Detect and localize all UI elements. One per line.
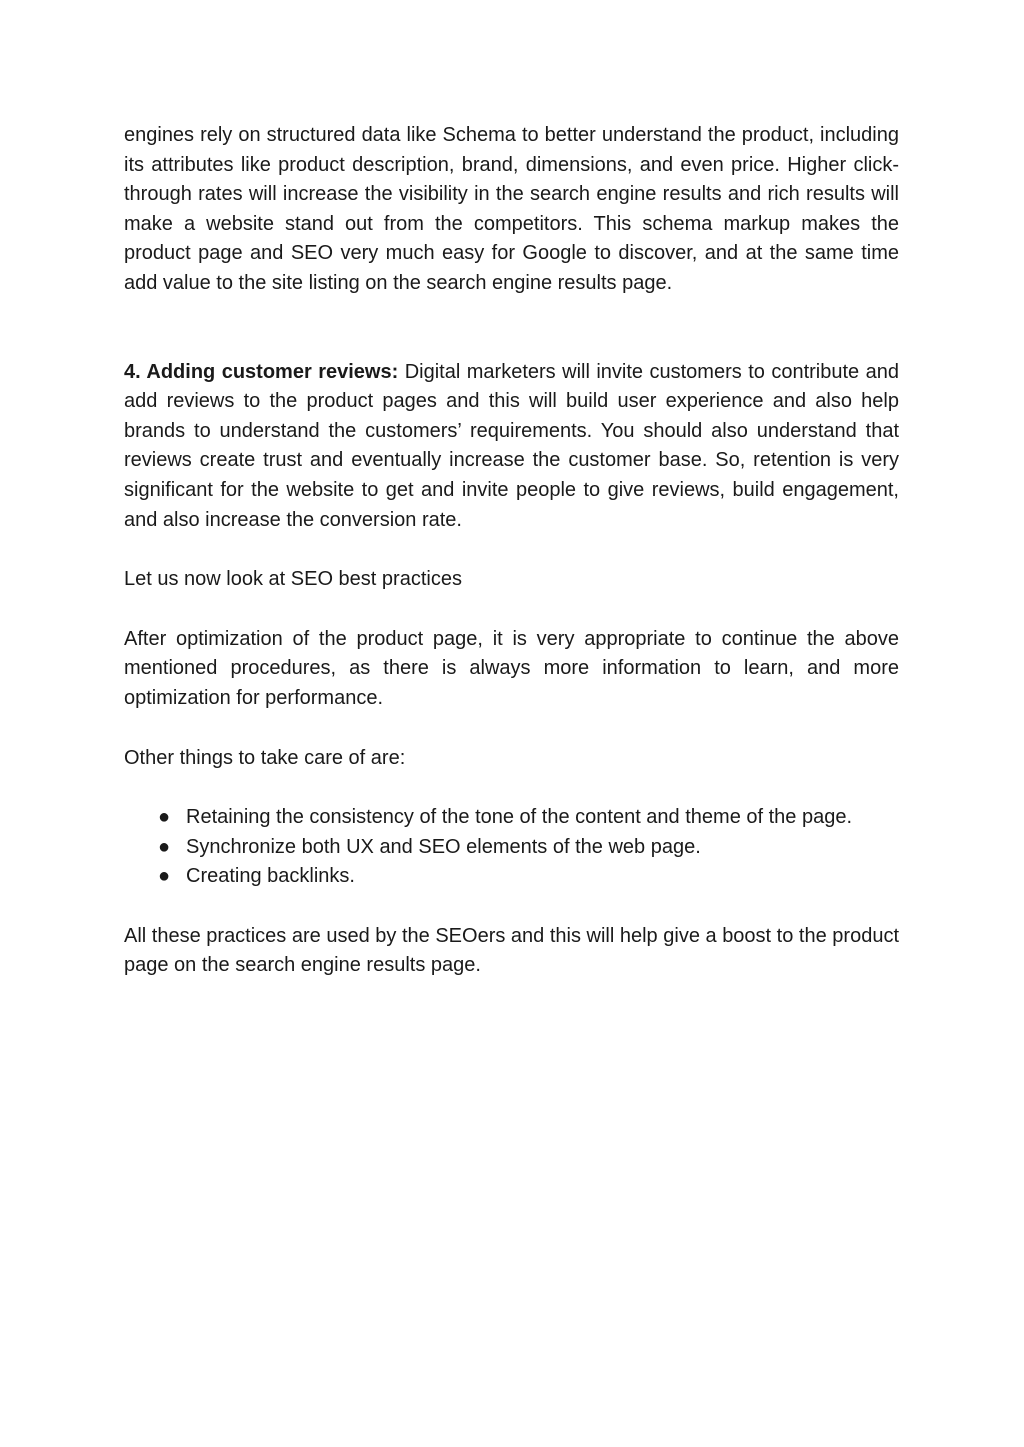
other-things-label: Other things to take care of are:	[124, 746, 406, 769]
list-item	[124, 862, 899, 892]
intro-best-practices: Let us now look at SEO best practices	[124, 568, 462, 591]
bullet-icon: ●	[157, 865, 171, 888]
closing-paragraph: All these practices are used by the SEOers and this will help give a boost to the product page on the search engine results page.	[124, 924, 899, 977]
list-item	[124, 833, 899, 863]
paragraph-after-optimization: After optimization of the product page, it is very appropriate to continue the above mentioned procedures, as there is always more information to learn, and more optimization for performance.	[124, 627, 899, 709]
list-item	[124, 803, 899, 833]
list-item-text: Synchronize both UX and SEO elements of the web page.	[186, 835, 701, 858]
section-body: Digital marketers will invite customers to contribute and add reviews to the product pages and this will build user experience and also help brands to understand the customers’ requirements. You should also understand that reviews create trust and eventually increase the customer base. So, retention is very significant for the website to get and invite people to give reviews, build engagement, and also increase the conversion rate.	[124, 360, 899, 531]
list-item-text: Retaining the consistency of the tone of the content and theme of the page.	[186, 806, 853, 829]
bullet-icon: ●	[157, 835, 171, 858]
document-page	[124, 121, 899, 981]
paragraph-schema: engines rely on structured data like Schema to better understand the product, including its attributes like product description, brand, dimensions, and even price. Higher click-through rates will increase the visibility in the search engine results and rich results will make a website stand out from the competitors. This schema markup makes the product page and SEO very much easy for Google to discover, and at the same time add value to the site listing on the search engine results page.	[124, 124, 899, 294]
section-heading: 4. Adding customer reviews:	[124, 360, 399, 383]
section-customer-reviews	[124, 358, 899, 536]
list-item-text: Creating backlinks.	[186, 865, 355, 888]
bullet-list	[124, 803, 899, 892]
bullet-icon: ●	[157, 806, 171, 829]
